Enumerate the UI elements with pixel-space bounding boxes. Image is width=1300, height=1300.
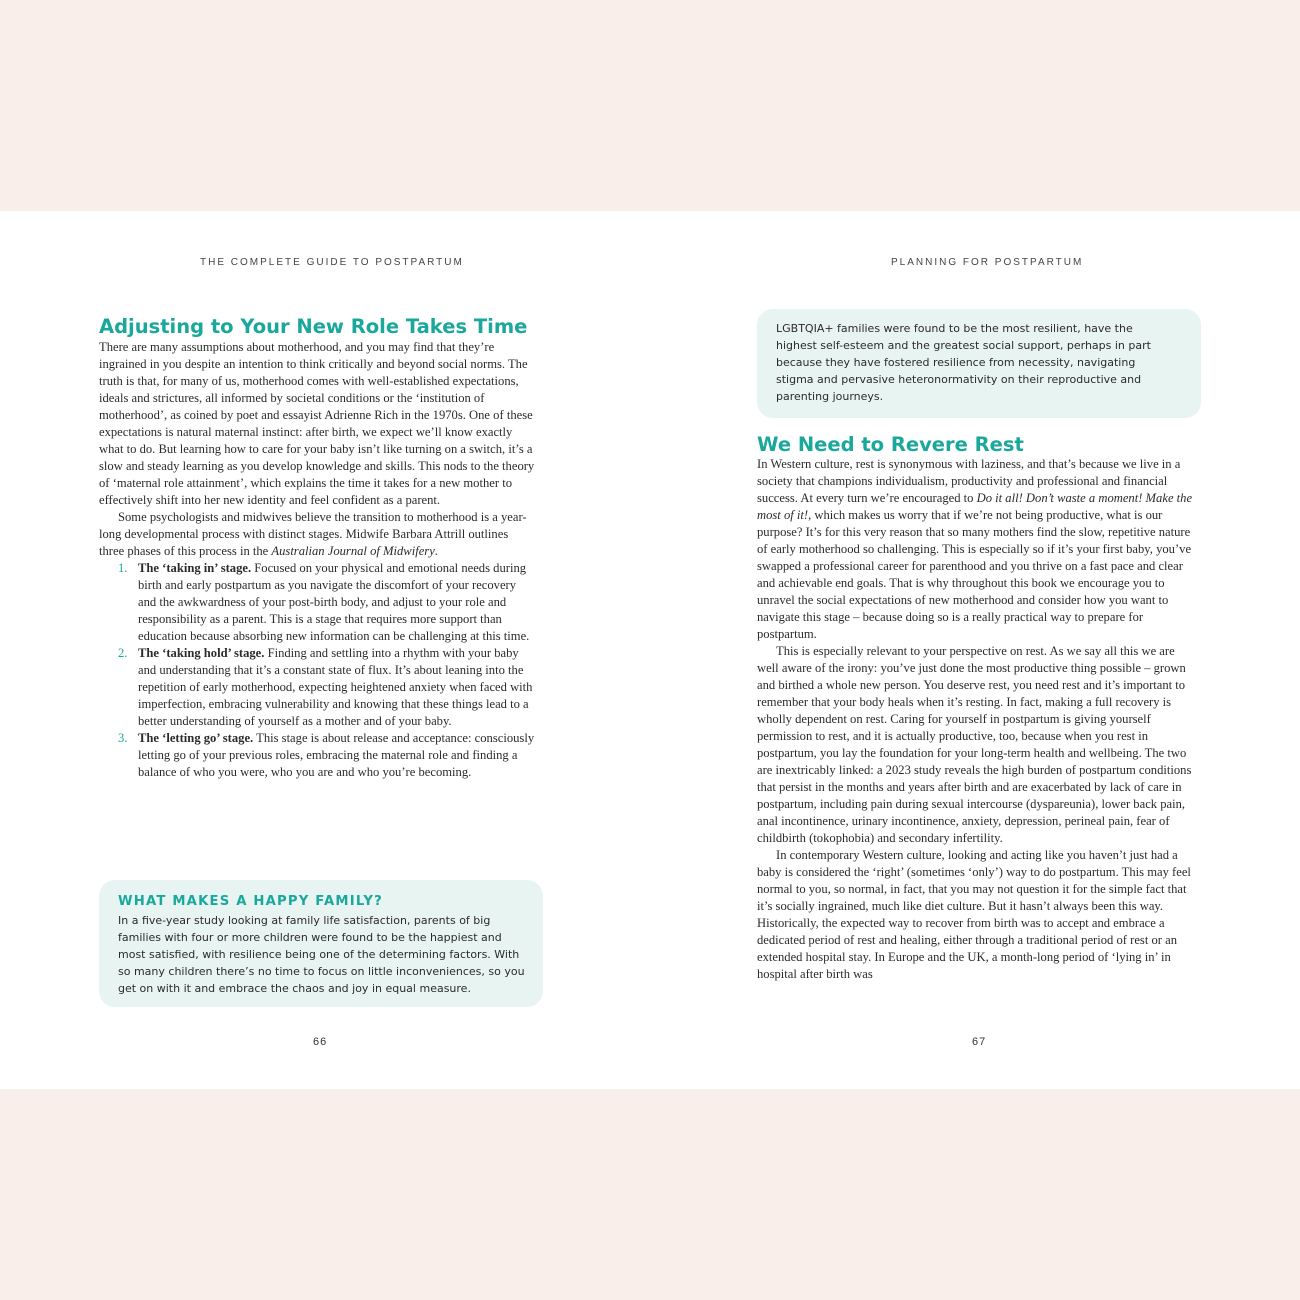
list-number: 1. [118, 561, 128, 575]
running-head-left: THE COMPLETE GUIDE TO POSTPARTUM [200, 257, 464, 268]
paragraph-text: , which makes us worry that if we’re not being productive, what is our purpose? It’s for this very reason that so many mothers find the slow, repetitive nature of early motherhood so challenging. This is especially so if it’s your first baby, you’ve swapped a professional career for parenthood and you thrive on a fast pace and clear and achievable end goals. That is why throughout this book we encourage you to unravel the social expectations of new motherhood and consider how you want to navigate this stage – because doing so is a really practical way to prepare for postpartum. [757, 508, 1192, 641]
section-heading-rest: We Need to Revere Rest [757, 433, 1024, 456]
happy-family-callout [99, 880, 543, 1007]
list-item-text: Finding and settling into a rhythm with your baby and understanding that it’s a constant state of flux. It’s about leaning into the repetition of early motherhood, expecting heightened anxiety when faced with imperfection, embracing vulnerability and knowing that these things lead to a better understanding of yourself as a mother and of your baby. [138, 646, 533, 728]
list-item [99, 560, 535, 645]
section-heading-adjusting: Adjusting to Your New Role Takes Time [99, 315, 528, 338]
paragraph: This is especially relevant to your perspective on rest. As we say all this we are well aware of the irony: you’ve just done the most productive thing possible – grown and birthed a whole new person. You deserve rest, you need rest and it’s important to remember that your body heals when it’s resting. In fact, making a full recovery is wholly dependent on rest. Caring for yourself in postpartum is giving yourself permission to rest, and it is actually productive, too, because when you rest in postpartum, you lay the foundation for your long-term health and wellbeing. The two are inextricably linked: a 2023 study reveals the high burden of postpartum conditions that persist in the months and years after birth and are exacerbated by lack of care in postpartum, including pain during sexual intercourse (dyspareunia), lower back pain, anal incontinence, urinary incontinence, anxiety, depression, perineal pain, fear of childbirth (tokophobia) and secondary infertility. [757, 644, 1192, 845]
left-page [0, 211, 650, 1089]
list-item-text: This stage is about release and acceptance: consciously letting go of your previous roles, embracing the maternal role and finding a balance of who you were, who you are and who you’re becoming. [138, 731, 535, 779]
list-number: 3. [118, 731, 128, 745]
page-number-left: 66 [313, 1036, 328, 1048]
right-page [650, 211, 1300, 1089]
right-body-text [757, 456, 1195, 983]
list-item [99, 645, 535, 730]
paragraph [757, 456, 1195, 643]
callout-title: WHAT MAKES A HAPPY FAMILY? [118, 894, 383, 909]
book-spread [0, 211, 1300, 1089]
callout-body: In a five-year study looking at family life satisfaction, parents of big families with four or more children were found to be the happiest and most satisfied, with resilience being one of the determining factors. With so many children there’s no time to focus on little inconveniences, so you get on with it and embrace the chaos and joy in equal measure. [118, 914, 525, 995]
paragraph [99, 509, 535, 560]
lgbtqia-callout [757, 309, 1201, 418]
paragraph: In contemporary Western culture, looking and acting like you haven’t just had a baby is considered the ‘right’ (sometimes ‘only’) way to do postpartum. This may feel normal to you, so normal, in fact, that you may not question it for the simple fact that it’s socially ingrained, much like diet culture. But it hasn’t always been this way. Historically, the expected way to recover from birth was to accept and embrace a dedicated period of rest and healing, either through a traditional period of rest or an extended hospital stay. In Europe and the UK, a month-long period of ‘lying in’ in hospital after birth was [757, 848, 1191, 981]
callout-body: LGBTQIA+ families were found to be the most resilient, have the highest self-esteem and the greatest social support, perhaps in part because they have fostered resilience from necessity, navigating stigma and pervasive heteronormativity on their reproductive and parenting journeys. [776, 322, 1151, 403]
journal-title: Australian Journal of Midwifery [271, 544, 435, 558]
phases-list [99, 560, 535, 781]
paragraph-text: . [434, 544, 438, 558]
paragraph-text: Some psychologists and midwives believe the transition to motherhood is a year-long developmental process with distinct stages. Midwife Barbara Attrill outlines three phases of this process in the [99, 510, 527, 558]
list-number: 2. [118, 646, 128, 660]
list-item-lead: The ‘letting go’ stage. [138, 731, 254, 745]
list-item [99, 730, 535, 781]
italic-quote: Do it all! Don’t waste a moment! Make the most of it! [757, 491, 1193, 522]
list-item-text: Focused on your physical and emotional needs during birth and early postpartum as you navigate the discomfort of your recovery and the awkwardness of your post-birth body, and adjust to your role and responsibility as a parent. This is a stage that requires more support than education because absorbing new information can be challenging at this time. [138, 561, 530, 643]
paragraph: There are many assumptions about motherhood, and you may find that they’re ingrained in you despite an intention to think critically and beyond social norms. The truth is that, for many of us, motherhood comes with well-established expectations, ideals and strictures, all informed by societal conditions or the ‘institution of motherhood’, as coined by poet and essayist Adrienne Rich in the 1970s. One of these expectations is natural maternal instinct: after birth, we expect we’ll know exactly what to do. But learning how to care for your baby isn’t like turning on a switch, it’s a slow and steady learning as you develop knowledge and skills. This nods to the theory of ‘maternal role attainment’, which explains the time it takes for a new mother to effectively shift into her new identity and feel confident as a parent. [99, 340, 535, 507]
list-item-lead: The ‘taking in’ stage. [138, 561, 252, 575]
left-body-text [99, 339, 535, 781]
paragraph-text: In Western culture, rest is synonymous with laziness, and that’s because we live in a society that champions individualism, productivity and professional and financial success. At every turn we’re encouraged to [757, 457, 1181, 505]
running-head-right: PLANNING FOR POSTPARTUM [891, 257, 1084, 268]
page-number-right: 67 [972, 1036, 987, 1048]
list-item-lead: The ‘taking hold’ stage. [138, 646, 265, 660]
